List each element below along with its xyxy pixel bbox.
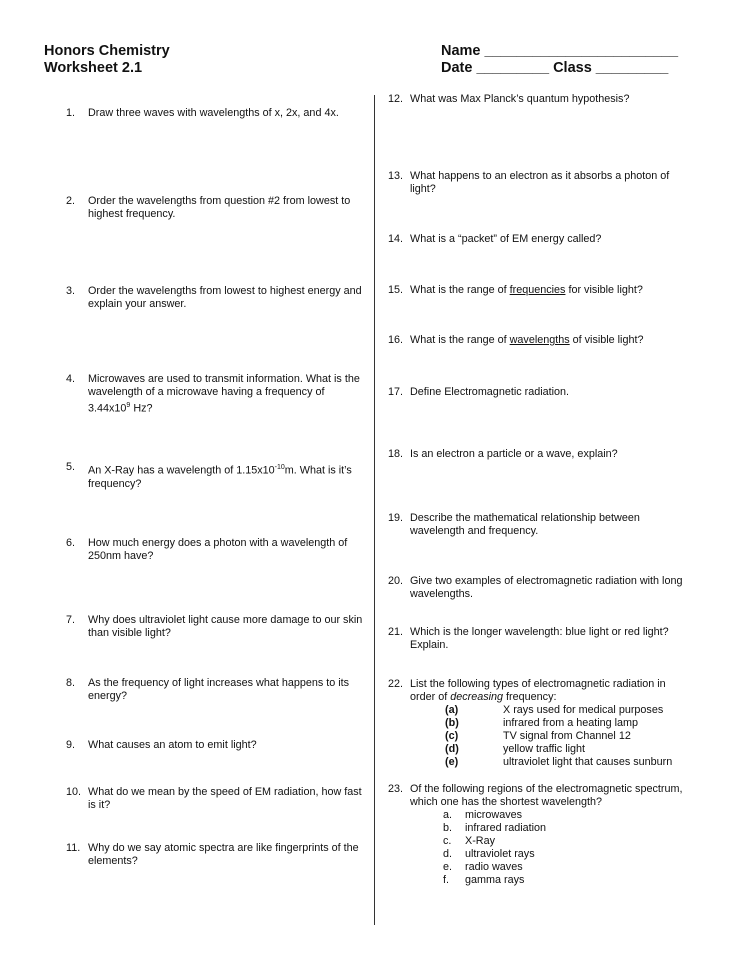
worksheet-title: Worksheet 2.1 [44, 60, 143, 76]
option-text: ultraviolet light that causes sunburn [503, 756, 673, 768]
option-label: c. [443, 835, 452, 847]
question-text [88, 537, 347, 563]
option-text: TV signal from Channel 12 [503, 730, 631, 742]
question-line: How much energy does a photon with a wavelength of [88, 537, 348, 549]
emphasized-term: decreasing [450, 691, 504, 703]
question-text [410, 678, 672, 769]
option-label: (c) [445, 730, 459, 742]
date-class-field[interactable]: Date _________ Class _________ [441, 60, 669, 76]
answer-option [410, 822, 682, 835]
question-line: Order the wavelengths from question #2 from lowest to [88, 195, 351, 207]
question-line: Describe the mathematical relationship between [410, 512, 640, 524]
question-line: What was Max Planck’s quantum hypothesis? [410, 93, 630, 105]
option-label: b. [443, 822, 453, 834]
question-line: Of the following regions of the electromagnetic spectrum, [410, 783, 683, 795]
option-text: infrared radiation [465, 822, 547, 834]
question-number: 17. [388, 386, 404, 398]
question-line: Explain. [410, 639, 449, 651]
answer-option [410, 835, 682, 848]
question-text [410, 448, 618, 461]
question-number: 4. [66, 373, 76, 385]
option-text: ultraviolet rays [465, 848, 535, 860]
question-text [88, 739, 257, 752]
question-text [88, 786, 362, 812]
question-text [88, 677, 349, 703]
option-text: infrared from a heating lamp [503, 717, 639, 729]
question-line: Give two examples of electromagnetic radiation with long [410, 575, 683, 587]
question-line: What is a “packet” of EM energy called? [410, 233, 602, 245]
question-number: 15. [388, 284, 404, 296]
answer-option [410, 704, 672, 717]
question-line: What happens to an electron as it absorbs a photon of [410, 170, 670, 182]
question-number: 16. [388, 334, 404, 346]
question-line: explain your answer. [88, 298, 187, 310]
question-line: Why does ultraviolet light cause more damage to our skin [88, 614, 363, 626]
question-text [410, 626, 669, 652]
option-label: e. [443, 861, 453, 873]
superscript: 9 [126, 402, 131, 409]
option-text: X-Ray [465, 835, 495, 847]
option-text: microwaves [465, 809, 522, 821]
underlined-term: frequencies [509, 284, 566, 296]
question-number: 9. [66, 739, 76, 751]
question-text [410, 233, 601, 246]
option-label: (e) [445, 756, 459, 768]
option-text: radio waves [465, 861, 523, 873]
question-number: 11. [66, 842, 81, 854]
question-line: elements? [88, 855, 138, 867]
question-number: 1. [66, 107, 76, 119]
question-line: 250nm have? [88, 550, 154, 562]
question-line: frequency? [88, 477, 142, 490]
answer-option [410, 756, 672, 769]
question-line: which one has the shortest wavelength? [410, 796, 603, 808]
question-number: 3. [66, 285, 76, 297]
option-label: a. [443, 809, 453, 821]
question-number: 21. [388, 626, 404, 638]
question-line: order of decreasing frequency: [410, 691, 557, 703]
question-number: 10. [66, 786, 82, 798]
question-number: 2. [66, 195, 76, 207]
option-label: d. [443, 848, 453, 860]
question-line: Why do we say atomic spectra are like fingerprints of the [88, 842, 359, 854]
question-line: wavelength and frequency. [410, 525, 539, 537]
question-text [410, 783, 682, 887]
question-text [410, 512, 640, 538]
question-line: List the following types of electromagnetic radiation in [410, 678, 666, 690]
question-line: What causes an atom to emit light? [88, 739, 257, 751]
question-line: Microwaves are used to transmit information. What is the [88, 373, 360, 385]
question-number: 5. [66, 461, 76, 473]
question-line: energy? [88, 690, 128, 702]
name-field[interactable]: Name ________________________ [441, 43, 679, 59]
question-number: 8. [66, 677, 76, 689]
question-number: 12. [388, 93, 404, 105]
question-number: 19. [388, 512, 404, 524]
question-number: 13. [388, 170, 404, 182]
answer-option [410, 809, 682, 822]
question-number: 20. [388, 575, 404, 587]
question-line: What do we mean by the speed of EM radiation, how fast [88, 786, 362, 798]
question-text [410, 93, 629, 106]
question-line: highest frequency. [88, 208, 176, 220]
header-right [441, 43, 678, 77]
header-left [44, 43, 170, 77]
column-divider [374, 95, 375, 925]
question-line: light? [410, 183, 436, 195]
course-title: Honors Chemistry [44, 43, 170, 59]
answer-option [410, 730, 672, 743]
question-number: 6. [66, 537, 76, 549]
question-line: than visible light? [88, 627, 171, 639]
question-number: 14. [388, 233, 404, 245]
option-label: f. [443, 874, 449, 886]
question-text [88, 285, 362, 311]
option-label: (d) [445, 743, 459, 755]
underlined-term: wavelengths [509, 334, 570, 346]
question-line: wavelength of a microwave having a frequency of [88, 386, 325, 398]
option-label: (b) [445, 717, 459, 729]
question-text [410, 284, 643, 297]
question-text [410, 386, 569, 399]
question-line: As the frequency of light increases what happens to its [88, 677, 350, 689]
answer-option [410, 743, 672, 756]
question-line: Draw three waves with wavelengths of x, 2x, and 4x. [88, 107, 339, 119]
superscript: -10 [274, 464, 285, 471]
question-line: What is the range of frequencies for visible light? [410, 284, 643, 296]
question-text [410, 334, 643, 347]
question-text [88, 373, 360, 416]
question-number: 18. [388, 448, 404, 460]
question-line: An X-Ray has a wavelength of $1.15x10^{-10}m$. What is it’s [88, 464, 352, 477]
question-text [410, 170, 669, 196]
question-text [410, 575, 682, 601]
question-line: is it? [88, 799, 111, 811]
question-number: 7. [66, 614, 76, 626]
question-line: What is the range of wavelengths of visible light? [410, 334, 644, 346]
question-number: 23. [388, 783, 404, 795]
question-text [88, 614, 362, 640]
question-number: 22. [388, 678, 404, 690]
question-line: Which is the longer wavelength: blue light or red light? [410, 626, 669, 638]
question-text [88, 461, 352, 491]
question-text [88, 842, 359, 868]
question-line: Is an electron a particle or a wave, explain? [410, 448, 618, 460]
option-text: yellow traffic light [503, 743, 586, 755]
answer-option [410, 848, 682, 861]
answer-option [410, 717, 672, 730]
answer-option [410, 861, 682, 874]
question-line: $3.44x10^9$ Hz? [88, 402, 153, 415]
question-line: wavelengths. [410, 588, 474, 600]
option-text: X rays used for medical purposes [503, 704, 664, 716]
question-line: Order the wavelengths from lowest to highest energy and [88, 285, 362, 297]
question-text [88, 107, 339, 120]
question-line: Define Electromagnetic radiation. [410, 386, 570, 398]
option-label: (a) [445, 704, 459, 716]
answer-option [410, 874, 682, 887]
question-text [88, 195, 350, 221]
option-text: gamma rays [465, 874, 525, 886]
